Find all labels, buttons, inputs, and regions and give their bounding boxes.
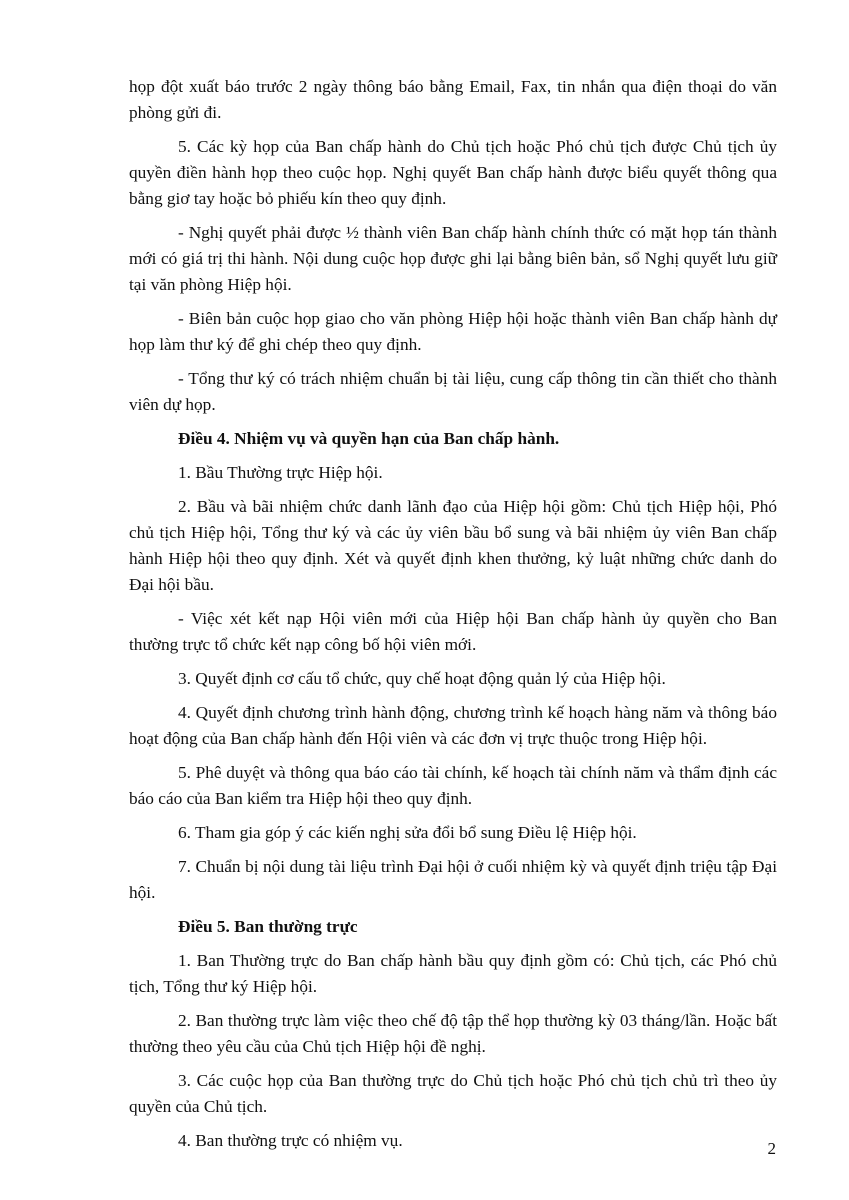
paragraph-secretary-rule: - Tổng thư ký có trách nhiệm chuẩn bị tài liệu, cung cấp thông tin cần thiết cho thành viên dự họp. [129,369,777,414]
paragraph-continuation: họp đột xuất báo trước 2 ngày thông báo bằng Email, Fax, tin nhắn qua điện thoại do văn phòng gửi đi. [129,77,777,122]
page-number: 2 [767,1139,776,1158]
paragraph-article-4-item-6: 6. Tham gia góp ý các kiến nghị sửa đổi bổ sung Điều lệ Hiệp hội. [178,823,637,842]
paragraph-new-member-rule: - Việc xét kết nạp Hội viên mới của Hiệp hội Ban chấp hành ủy quyền cho Ban thường trực tổ chức kết nạp công bố hội viên mới. [129,609,777,654]
paragraph-article-4-item-3: 3. Quyết định cơ cấu tổ chức, quy chế hoạt động quản lý của Hiệp hội. [178,669,666,688]
paragraph-article-4-item-7: 7. Chuẩn bị nội dung tài liệu trình Đại hội ở cuối nhiệm kỳ và quyết định triệu tập Đại hội. [129,857,777,902]
paragraph-article-5-item-3: 3. Các cuộc họp của Ban thường trực do Chủ tịch hoặc Phó chủ tịch chủ trì theo ủy quyền của Chủ tịch. [129,1071,777,1116]
document-body [129,74,777,1162]
paragraph-article-4-item-4: 4. Quyết định chương trình hành động, chương trình kế hoạch hàng năm và thông báo hoạt động của Ban chấp hành đến Hội viên và các đơn vị trực thuộc trong Hiệp hội. [129,703,777,748]
paragraph-article-5-item-2: 2. Ban thường trực làm việc theo chế độ tập thể họp thường kỳ 03 tháng/lần. Hoặc bất thường theo yêu cầu của Chủ tịch Hiệp hội đề nghị. [129,1011,777,1056]
paragraph-article-5-item-1: 1. Ban Thường trực do Ban chấp hành bầu quy định gồm có: Chủ tịch, các Phó chủ tịch, Tổng thư ký Hiệp hội. [129,951,777,996]
paragraph-minutes-rule: - Biên bản cuộc họp giao cho văn phòng Hiệp hội hoặc thành viên Ban chấp hành dự họp làm thư ký để ghi chép theo quy định. [129,309,777,354]
paragraph-article-4-item-2: 2. Bầu và bãi nhiệm chức danh lãnh đạo của Hiệp hội gồm: Chủ tịch Hiệp hội, Phó chủ tịch Hiệp hội, Tổng thư ký và các ủy viên bầu bổ sung và bãi nhiệm ủy viên Ban chấp hành Hiệp hội theo quy định. Xét và quyết định khen thưởng, kỷ luật những chức danh do Đại hội bầu. [129,497,777,594]
paragraph-article-4-item-1: 1. Bầu Thường trực Hiệp hội. [178,463,383,482]
paragraph-clause-5: 5. Các kỳ họp của Ban chấp hành do Chủ tịch hoặc Phó chủ tịch được Chủ tịch ủy quyền điền hành họp theo cuộc họp. Nghị quyết Ban chấp hành được biểu quyết thông qua bằng giơ tay hoặc bỏ phiếu kín theo quy định. [129,137,777,208]
paragraph-article-4-item-5: 5. Phê duyệt và thông qua báo cáo tài chính, kế hoạch tài chính năm và thẩm định các báo cáo của Ban kiểm tra Hiệp hội theo quy định. [129,763,777,808]
paragraph-article-5-item-4: 4. Ban thường trực có nhiệm vụ. [178,1131,403,1150]
article-5-heading: Điều 5. Ban thường trực [178,917,358,936]
paragraph-resolution-rule: - Nghị quyết phải được ½ thành viên Ban chấp hành chính thức có mặt họp tán thành mới có giá trị thi hành. Nội dung cuộc họp được ghi lại bằng biên bản, sổ Nghị quyết lưu giữ tại văn phòng Hiệp hội. [129,223,777,294]
article-4-heading: Điều 4. Nhiệm vụ và quyền hạn của Ban chấp hành. [178,429,560,448]
